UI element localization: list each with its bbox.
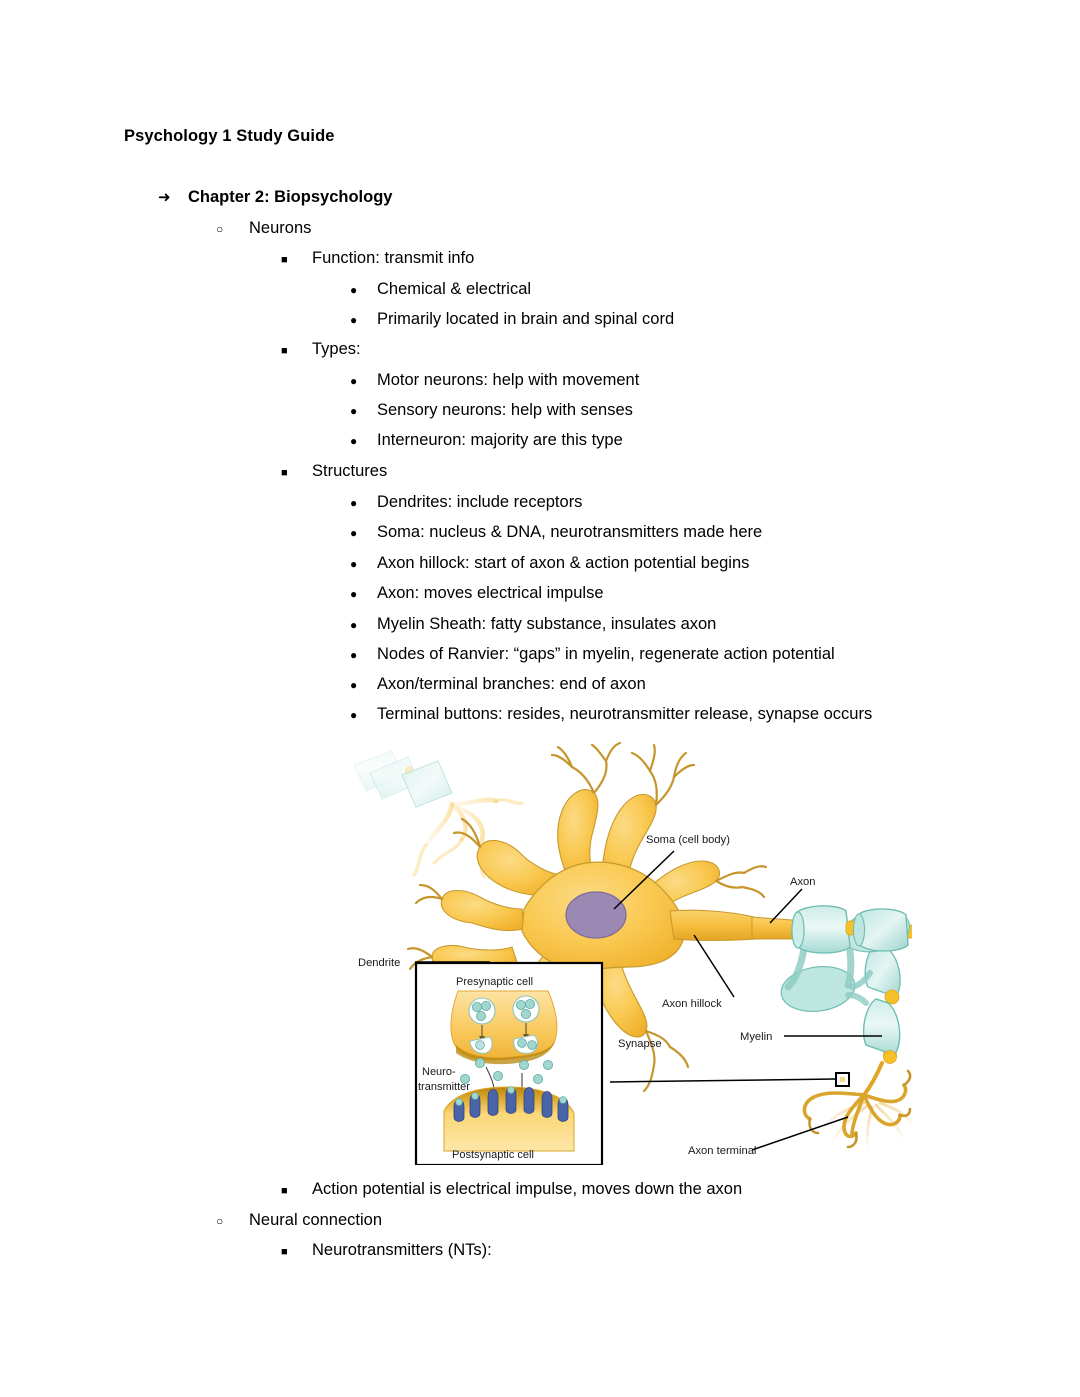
square-bullet-icon: ■ [281,1246,288,1258]
outline-item-myelin-sheath: ● Myelin Sheath: fatty substance, insulates axon [350,615,717,633]
label-axon-terminal: Axon terminal [688,1145,757,1157]
circle-bullet-icon: ○ [216,222,224,236]
synapse-leader [610,1079,836,1082]
square-bullet-icon: ■ [281,1185,288,1197]
incoming-axon-faded [354,751,452,807]
axon-hillock-leader [694,935,734,997]
square-bullet-icon: ■ [281,467,288,479]
outline-item-neural-connection: ○ Neural connection [216,1211,382,1229]
outline-item-structures: ■ Structures [281,462,388,480]
outline-item-neurotransmitters: ■ Neurotransmitters (NTs): [281,1241,492,1259]
outline-item-terminal-buttons: ● Terminal buttons: resides, neurotransmitter release, synapse occurs [350,705,873,723]
outline-item-neurons: ○ Neurons [216,219,312,237]
label-postsynaptic-cell: Postsynaptic cell [452,1149,534,1161]
disc-bullet-icon: ● [350,557,358,571]
outline-item-axon: ● Axon: moves electrical impulse [350,584,604,602]
square-bullet-icon: ■ [281,254,288,266]
axon-terminal-branches [864,1063,882,1095]
disc-bullet-icon: ● [350,678,358,692]
outline-item-dendrites: ● Dendrites: include receptors [350,493,583,511]
label-neurotransmitter-line1: Neuro- [422,1066,456,1078]
nucleus [566,892,626,938]
disc-bullet-icon: ● [350,587,358,601]
disc-bullet-icon: ● [350,283,358,297]
outline-item-action-potential: ■ Action potential is electrical impulse, moves down the axon [281,1180,743,1198]
outline-item-axon-hillock: ● Axon hillock: start of axon & action potential begins [350,554,750,572]
neuron-anatomy-diagram [352,735,912,1165]
outline-item-soma: ● Soma: nucleus & DNA, neurotransmitters made here [350,523,763,541]
label-dendrite: Dendrite [358,957,401,969]
outline-item-sensory-neurons: ● Sensory neurons: help with senses [350,401,633,419]
label-soma: Soma (cell body) [646,834,730,846]
outline-item-chapter: ➜ Chapter 2: Biopsychology [158,188,393,206]
arrow-bullet-icon: ➜ [158,189,171,206]
disc-bullet-icon: ● [350,708,358,722]
disc-bullet-icon: ● [350,434,358,448]
axon-terminal-ghost [824,1103,912,1151]
label-neurotransmitter-line2: transmitter [418,1081,470,1093]
outline-item-motor-neurons: ● Motor neurons: help with movement [350,371,640,389]
outline-item-nodes-of-ranvier: ● Nodes of Ranvier: “gaps” in myelin, regenerate action potential [350,645,835,663]
disc-bullet-icon: ● [350,618,358,632]
axon-terminal-leader [752,1117,848,1150]
synapse-inset [416,963,602,1165]
label-axon: Axon [790,876,816,888]
axon-hillock-shape [670,910,756,940]
label-axon-hillock: Axon hillock [662,998,722,1010]
disc-bullet-icon: ● [350,526,358,540]
disc-bullet-icon: ● [350,648,358,662]
outline-item-chemical-electrical: ● Chemical & electrical [350,280,532,298]
disc-bullet-icon: ● [350,313,358,327]
page-title: Psychology 1 Study Guide [124,127,335,145]
label-myelin: Myelin [740,1031,773,1043]
disc-bullet-icon: ● [350,496,358,510]
label-synapse: Synapse [618,1038,662,1050]
outline-item-function: ■ Function: transmit info [281,249,475,267]
outline-item-types: ■ Types: [281,340,361,358]
disc-bullet-icon: ● [350,374,358,388]
outline-item-primarily-located: ● Primarily located in brain and spinal cord [350,310,675,328]
myelin-sheath [778,904,912,1063]
circle-bullet-icon: ○ [216,1214,224,1228]
outline-item-axon-terminal-branches: ● Axon/terminal branches: end of axon [350,675,646,693]
axon-terminal-arbor [804,1085,905,1136]
square-bullet-icon: ■ [281,345,288,357]
disc-bullet-icon: ● [350,404,358,418]
presynaptic-terminal [451,991,557,1060]
outline-item-interneuron: ● Interneuron: majority are this type [350,431,623,449]
label-presynaptic-cell: Presynaptic cell [456,976,534,988]
